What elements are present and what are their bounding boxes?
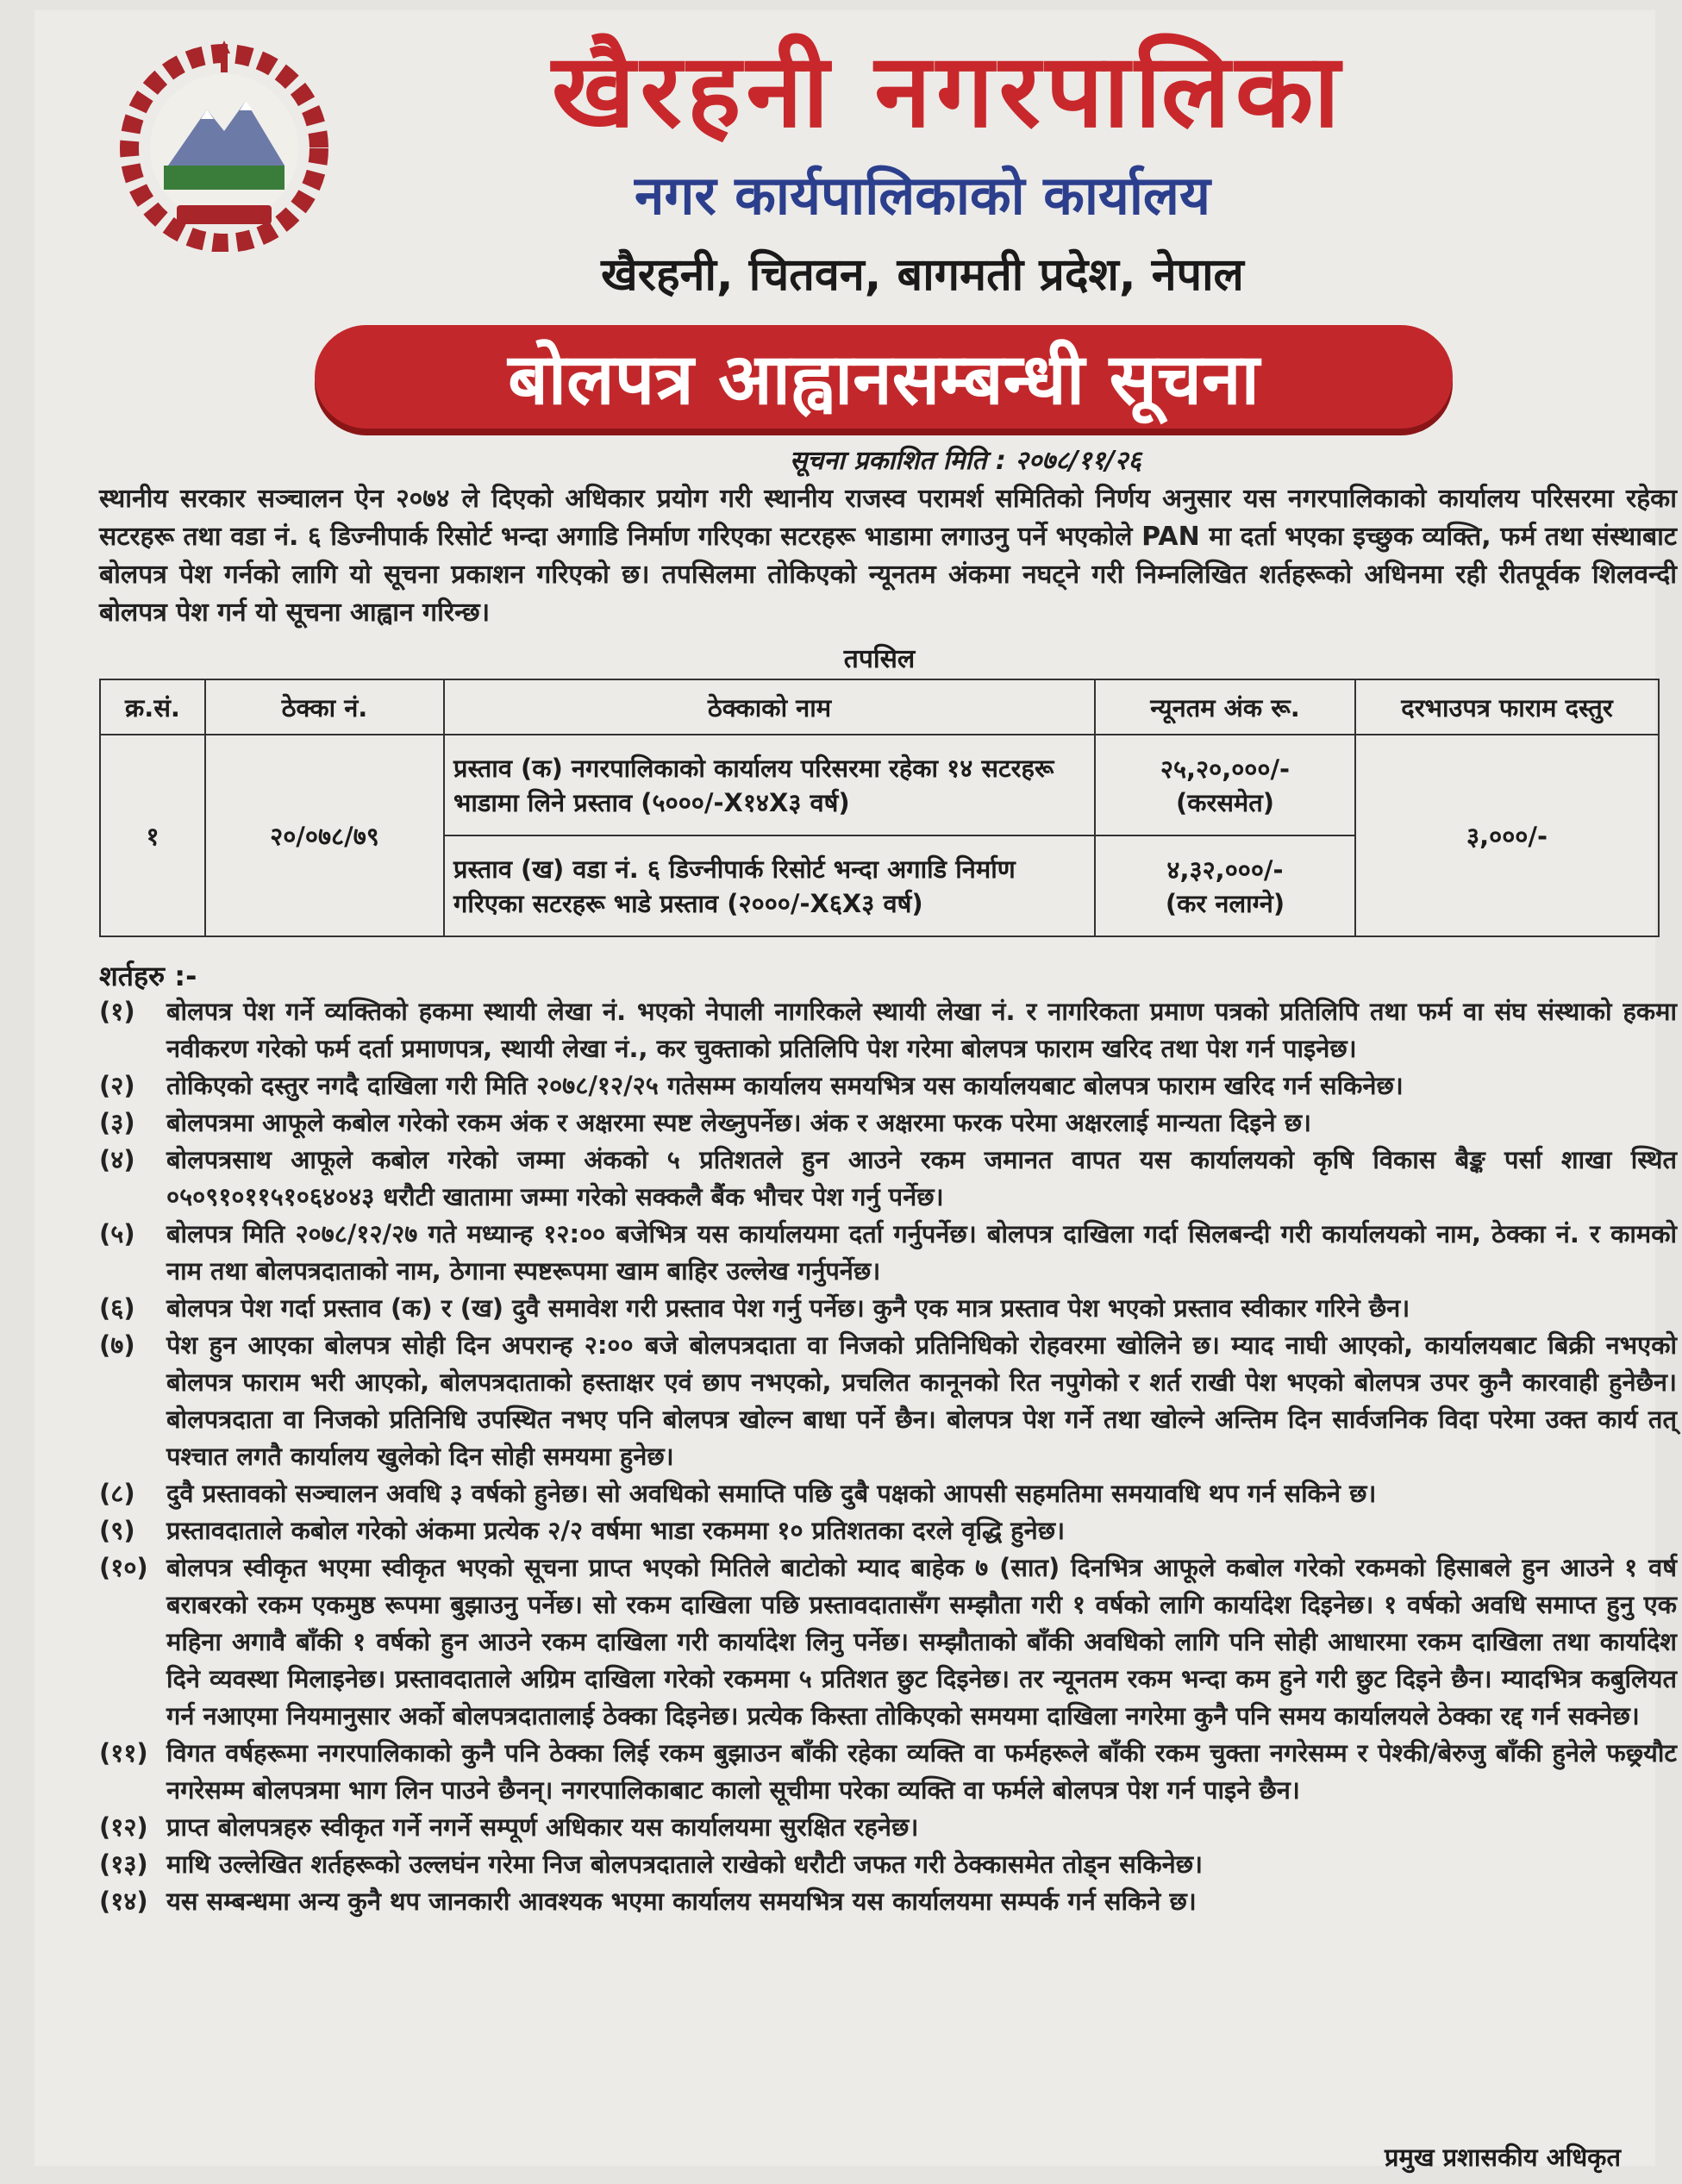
header-serial: क्र.सं. bbox=[100, 679, 205, 735]
condition-number: (६) bbox=[99, 1293, 135, 1323]
condition-number: (९) bbox=[99, 1516, 135, 1545]
serial-cell: १ bbox=[100, 735, 205, 936]
list-item bbox=[99, 1290, 1677, 1327]
list-item bbox=[99, 1883, 1677, 1920]
condition-number: (३) bbox=[99, 1108, 135, 1137]
office-subtitle: नगर कार्यपालिकाको कार्यालय bbox=[635, 164, 1210, 227]
condition-text: तोकिएको दस्तुर नगदै दाखिला गरी मिति २०७८/१२/२५ गतेसम्म कार्यालय समयभित्र यस कार्यालयबाट बोलपत्र फाराम खरिद गर्न सकिनेछ। bbox=[166, 1071, 1404, 1100]
list-item bbox=[99, 1549, 1677, 1735]
condition-number: (१) bbox=[99, 997, 135, 1026]
form-fee-cell: ३,०००/- bbox=[1355, 735, 1659, 936]
condition-number: (११) bbox=[99, 1738, 148, 1768]
list-item bbox=[99, 1735, 1677, 1809]
condition-text: पेश हुन आएका बोलपत्र सोही दिन अपरान्ह २:०० बजे बोलपत्रदाता वा निजको प्रतिनिधिको रोहवरमा खोलिने छ। म्याद नाघी आएको, कार्यालयबाट बिक्री नभएको बोलपत्र फाराम भरी आएको, बोलपत्रदाताको हस्ताक्षर एवं छाप नभएको, प्रचलित कानूनको रित नपुगेको र शर्त राखी पेश भएको बोलपत्र उपर कुनै कारवाही हुनेछैन। बोलपत्रदाता वा निजको प्रतिनिधि उपस्थित नभए पनि बोलपत्र खोल्न बाधा पर्ने छैन। बोलपत्र पेश गर्ने तथा खोल्ने अन्तिम दिन सार्वजनिक विदा परेमा उक्त कार्य तत् पश्चात लगतै कार्यालय खुलेको दिन सोही समयमा हुनेछ। bbox=[166, 1330, 1677, 1471]
condition-number: (७) bbox=[99, 1330, 135, 1360]
proposal-ka-cell: प्रस्ताव (क) नगरपालिकाको कार्यालय परिसरमा रहेका १४ सटरहरू भाडामा लिने प्रस्ताव (५०००/-X१४X३ वर्ष) bbox=[444, 735, 1095, 835]
condition-text: यस सम्बन्धमा अन्य कुनै थप जानकारी आवश्यक भएमा कार्यालय समयभित्र यस कार्यालयमा सम्पर्क गर्न सकिने छ। bbox=[166, 1887, 1197, 1916]
condition-text: दुवै प्रस्तावको सञ्चालन अवधि ३ वर्षको हुनेछ। सो अवधिको समाप्ति पछि दुबै पक्षको आपसी सहमतिमा समयावधि थप गर्न सकिने छ। bbox=[166, 1479, 1377, 1508]
condition-text: विगत वर्षहरूमा नगरपालिकाको कुनै पनि ठेक्का लिई रकम बुझाउन बाँकी रहेका व्यक्ति वा फर्महरूले बाँकी रकम चुक्ता नगरेसम्म र पेश्की/बेरुजु बाँकी हुनेले फछ्र्यौट नगरेसम्म बोलपत्रमा भाग लिन पाउने छैनन्। नगरपालिकाबाट कालो सूचीमा परेका व्यक्ति वा फर्मले बोलपत्र पेश गर्न पाइने छैन। bbox=[166, 1738, 1677, 1805]
condition-text: बोलपत्र पेश गर्दा प्रस्ताव (क) र (ख) दुवै समावेश गरी प्रस्ताव पेश गर्नु पर्नेछ। कुनै एक मात्र प्रस्ताव पेश भएको प्रस्ताव स्वीकार गरिने छैन। bbox=[166, 1293, 1410, 1323]
conditions-list bbox=[99, 993, 1677, 1920]
notice-page bbox=[34, 10, 1677, 2172]
proposal-kha-cell: प्रस्ताव (ख) वडा नं. ६ डिज्नीपार्क रिसोर्ट भन्दा अगाडि निर्माण गरिएका सटरहरू भाडे प्रस्ताव (२०००/-X६X३ वर्ष) bbox=[444, 835, 1095, 936]
table-row bbox=[100, 735, 1659, 835]
contract-no-cell: २०/०७८/७९ bbox=[205, 735, 444, 936]
tax-note-ka: (करसमेत) bbox=[1175, 787, 1275, 817]
list-item bbox=[99, 1142, 1677, 1216]
condition-number: (१४) bbox=[99, 1887, 148, 1916]
nepal-government-emblem-icon bbox=[116, 36, 332, 252]
table-caption: तपसिल bbox=[843, 644, 916, 674]
municipality-title: खैरहनी नगरपालिका bbox=[551, 30, 1346, 150]
list-item bbox=[99, 993, 1677, 1067]
signoff-designation: प्रमुख प्रशासकीय अधिकृत bbox=[1384, 2143, 1621, 2172]
condition-number: (१०) bbox=[99, 1553, 148, 1582]
condition-number: (८) bbox=[99, 1479, 135, 1508]
condition-number: (५) bbox=[99, 1219, 135, 1248]
condition-text: प्रस्तावदाताले कबोल गरेको अंकमा प्रत्येक २/२ वर्षमा भाडा रकममा १० प्रतिशतका दरले वृद्धि हुनेछ। bbox=[166, 1516, 1066, 1545]
list-item bbox=[99, 1105, 1677, 1142]
condition-text: बोलपत्रसाथ आफूले कबोल गरेको जम्मा अंकको ५ प्रतिशतले हुन आउने रकम जमानत वापत यस कार्यालयको कृषि विकास बैङ्क पर्सा शाखा स्थित ०५०९१०११५१०६४०४३ धरौटी खातामा जम्मा गरेको सक्कलै बैंक भौचर पेश गर्नु पर्नेछ। bbox=[166, 1145, 1677, 1211]
list-item bbox=[99, 1475, 1677, 1512]
amount-kha: ४,३२,०००/- bbox=[1166, 854, 1284, 885]
header-minimum-amount: न्यूनतम अंक रू. bbox=[1095, 679, 1355, 735]
list-item bbox=[99, 1067, 1677, 1105]
condition-number: (२) bbox=[99, 1071, 135, 1100]
office-address: खैरहनी, चितवन, बागमती प्रदेश, नेपाल bbox=[601, 249, 1244, 301]
tax-note-kha: (कर नलाग्ने) bbox=[1165, 888, 1285, 918]
notice-title-banner bbox=[315, 325, 1453, 429]
condition-text: माथि उल्लेखित शर्तहरूको उल्लघंन गरेमा निज बोलपत्रदाताले राखेको धरौटी जफत गरी ठेक्कासमेत तोड्न सकिनेछ। bbox=[166, 1849, 1204, 1879]
intro-paragraph: स्थानीय सरकार सञ्चालन ऐन २०७४ ले दिएको अधिकार प्रयोग गरी स्थानीय राजस्व परामर्श समितिको निर्णय अनुसार यस नगरपालिकाको कार्यालय परिसरमा रहेका सटरहरू तथा वडा नं. ६ डिज्नीपार्क रिसोर्ट भन्दा अगाडि निर्माण गरिएका सटरहरू भाडामा लगाउनु पर्ने भएकोले PAN मा दर्ता भएका इच्छुक व्यक्ति, फर्म तथा संस्थाबाट बोलपत्र पेश गर्नको लागि यो सूचना प्रकाशन गरिएको छ। तपसिलमा तोकिएको न्यूनतम अंकमा नघट्ने गरी निम्नलिखित शर्तहरूको अधिनमा रही रीतपूर्वक शिलवन्दी बोलपत्र पेश गर्न यो सूचना आह्वान गरिन्छ। bbox=[99, 484, 1677, 628]
condition-number: (१३) bbox=[99, 1849, 148, 1879]
list-item bbox=[99, 1216, 1677, 1290]
condition-text: बोलपत्र स्वीकृत भएमा स्वीकृत भएको सूचना प्राप्त भएको मितिले बाटोको म्याद बाहेक ७ (सात) दिनभित्र आफूले कबोल गरेको रकमको हिसाबले हुन आउने १ वर्ष बराबरको रकम एकमुष्ठ रूपमा बुझाउनु पर्नेछ। सो रकम दाखिला पछि प्रस्तावदातासँग सम्झौता गरी १ वर्षको लागि कार्यादेश दिइनेछ। १ वर्षको अवधि समाप्त हुनु एक महिना अगावै बाँकी १ वर्षको हुन आउने रकम दाखिला गरी कार्यादेश लिनु पर्नेछ। सम्झौताको बाँकी अवधिको लागि पनि सोही आधारमा रकम दाखिला तथा कार्यादेश दिने व्यवस्था मिलाइनेछ। प्रस्तावदाताले अग्रिम दाखिला गरेको रकममा ५ प्रतिशत छुट दिइनेछ। तर न्यूनतम रकम भन्दा कम हुने गरी छुट दिइने छैन। म्यादभित्र कबुलियत गर्न नआएमा नियमानुसार अर्को बोलपत्रदातालाई ठेक्का दिइनेछ। प्रत्येक किस्ता तोकिएको समयमा दाखिला नगरेमा कुनै पनि समय कार्यालयले ठेक्का रद्द गर्न सक्नेछ। bbox=[166, 1553, 1677, 1730]
condition-text: बोलपत्रमा आफूले कबोल गरेको रकम अंक र अक्षरमा स्पष्ट लेख्नुपर्नेछ। अंक र अक्षरमा फरक परेमा अक्षरलाई मान्यता दिइने छ। bbox=[166, 1108, 1312, 1137]
list-item bbox=[99, 1809, 1677, 1846]
conditions-title: शर्तहरु :- bbox=[99, 960, 197, 992]
header-form-fee: दरभाउपत्र फाराम दस्तुर bbox=[1355, 679, 1659, 735]
header-contract-name: ठेक्काको नाम bbox=[444, 679, 1095, 735]
condition-number: (४) bbox=[99, 1145, 135, 1174]
header-contract-no: ठेक्का नं. bbox=[205, 679, 444, 735]
list-item bbox=[99, 1512, 1677, 1549]
condition-text: बोलपत्र पेश गर्ने व्यक्तिको हकमा स्थायी लेखा नं. भएको नेपाली नागरिकले स्थायी लेखा नं. र नागरिकता प्रमाण पत्रको प्रतिलिपि तथा फर्म वा संघ संस्थाको हकमा नवीकरण गरेको फर्म दर्ता प्रमाणपत्र, स्थायी लेखा नं., कर चुक्ताको प्रतिलिपि पेश गरेमा बोलपत्र फाराम खरिद तथा पेश गर्न पाइनेछ। bbox=[166, 997, 1677, 1063]
bid-table bbox=[99, 679, 1660, 937]
notice-title: बोलपत्र आह्वानसम्बन्धी सूचना bbox=[508, 339, 1260, 421]
condition-text: प्राप्त बोलपत्रहरु स्वीकृत गर्ने नगर्ने सम्पूर्ण अधिकार यस कार्यालयमा सुरक्षित रहनेछ। bbox=[166, 1812, 919, 1842]
condition-number: (१२) bbox=[99, 1812, 148, 1842]
amount-ka-cell bbox=[1095, 735, 1355, 835]
amount-ka: २५,२०,०००/- bbox=[1160, 754, 1291, 784]
published-date: सूचना प्रकाशित मिति : २०७८/११/२६ bbox=[790, 446, 1141, 476]
amount-kha-cell bbox=[1095, 835, 1355, 936]
list-item bbox=[99, 1846, 1677, 1883]
list-item bbox=[99, 1327, 1677, 1475]
condition-text: बोलपत्र मिति २०७८/१२/२७ गते मध्यान्ह १२:०० बजेभित्र यस कार्यालयमा दर्ता गर्नुपर्नेछ। बोलपत्र दाखिला गर्दा सिलबन्दी गरी कार्यालयको नाम, ठेक्का नं. र कामको नाम तथा बोलपत्रदाताको नाम, ठेगाना स्पष्टरूपमा खाम बाहिर उल्लेख गर्नुपर्नेछ। bbox=[166, 1219, 1677, 1286]
